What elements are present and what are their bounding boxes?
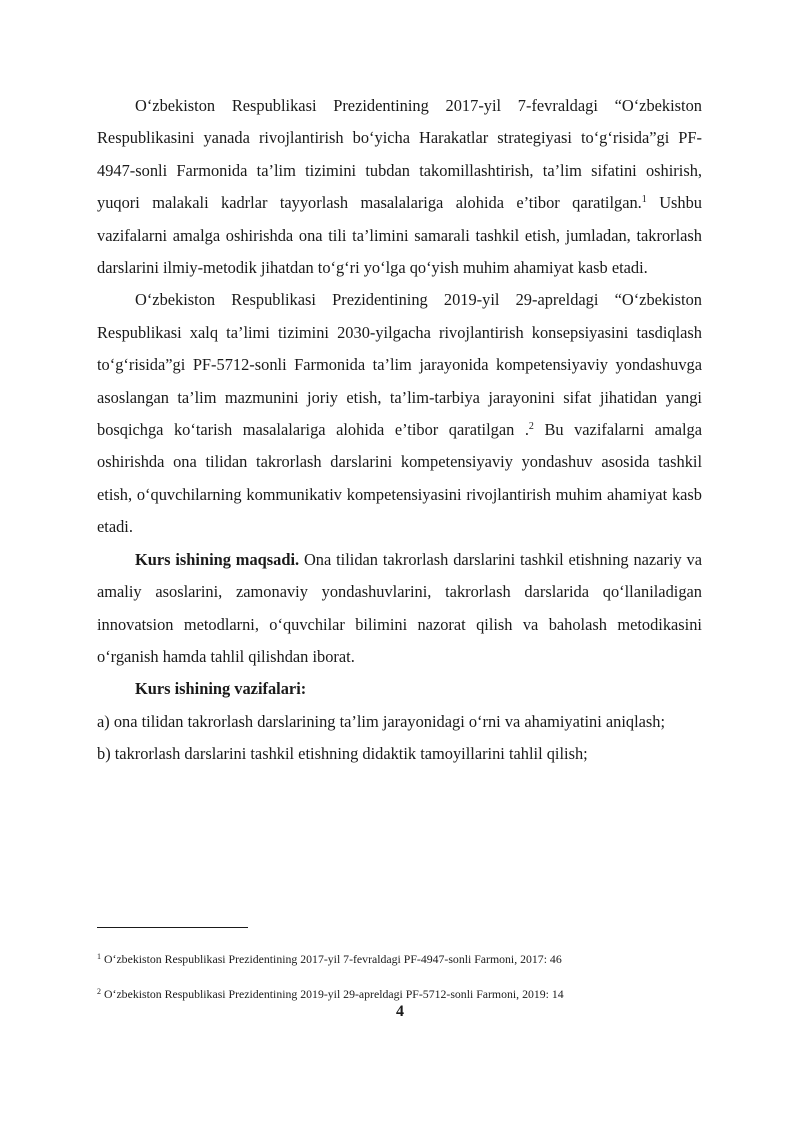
paragraph-tasks (97, 673, 702, 705)
goal-heading: Kurs ishining maqsadi. (135, 549, 300, 569)
footnote-2 (97, 986, 702, 1002)
paragraph-2 (97, 284, 702, 543)
paragraph-2-text-a: O‘zbekiston Respublikasi Prezidentining 2019-yil 29-apreldagi “O‘zbekiston Respublikasi xalq ta’limi tizimini 2030-yilgacha rivojlantirish konsepsiyasini tasdiqlash to‘g‘risida”gi PF-5712-sonli Farmonida ta’lim jarayonida kompetensiyaviy yondashuvga asoslangan ta’lim mazmunini joriy etish, ta’lim-tarbiya jarayonini sifat jihatidan yangi bosqichga ko‘tarish masalalariga alohida e’tibor qaratilgan . (97, 290, 702, 440)
goal-text: Ona tilidan takrorlash darslarini tashkil etishning nazariy va amaliy asoslarini, zamonaviy yondashuvlarini, takrorlash darslarida qo‘llaniladigan innovatsion metodlarni, o‘quvchilar bilimini nazorat qilish va baholash metodikasini o‘rganish hamda tahlil qilishdan iborat. (97, 549, 703, 666)
footnote-2-number: 2 (97, 987, 101, 996)
document-page (97, 90, 702, 771)
tasks-heading: Kurs ishining vazifalari: (135, 679, 307, 699)
paragraph-2-text-b: Bu vazifalarni amalga oshirishda ona tilidan takrorlash darslarini kompetensiyaviy yondashuv asosida tashkil etish, o‘quvchilarning kommunikativ kompetensiyasini rivojlantirish muhim ahamiyat kasb etadi. (97, 420, 702, 537)
footnote-2-text: O‘zbekiston Respublikasi Prezidentining 2019-yil 29-apreldagi PF-5712-sonli Farmoni, 2019: 14 (104, 987, 564, 1001)
footnote-1-number: 1 (97, 952, 101, 961)
paragraph-1-text-b: Ushbu vazifalarni amalga oshirishda ona tili ta’limini samarali tashkil etish, jumladan, takrorlash darslarini ilmiy-metodik jihatdan to‘g‘ri yo‘lga qo‘yish muhim ahamiyat kasb etadi. (97, 193, 702, 278)
list-item: a) ona tilidan takrorlash darslarining ta’lim jarayonidagi o‘rni va ahamiyatini aniqlash; (97, 711, 666, 731)
paragraph-goal (97, 544, 702, 674)
list-item: b) takrorlash darslarini tashkil etishning didaktik tamoyillarini tahlil qilish; (97, 744, 588, 764)
footnote-1-text: O‘zbekiston Respublikasi Prezidentining 2017-yil 7-fevraldagi PF-4947-sonli Farmoni, 2017: 46 (104, 952, 562, 966)
paragraph-1-text-a: O‘zbekiston Respublikasi Prezidentining 2017-yil 7-fevraldagi “O‘zbekiston Respublikasini yanada rivojlantirish bo‘yicha Harakatlar strategiyasi to‘g‘risida”gi PF-4947-sonli Farmonida ta’lim tizimini tubdan takomillashtirish, ta’lim sifatini oshirish, yuqori malakali kadrlar tayyorlash masalalariga alohida e’tibor qaratilgan. (97, 96, 702, 213)
footnote-1 (97, 951, 702, 967)
footnote-ref-2[interactable]: 2 (528, 421, 534, 433)
footnote-divider (97, 927, 248, 928)
page-number: 4 (396, 1003, 404, 1020)
footnote-ref-1[interactable]: 1 (641, 194, 647, 206)
paragraph-1 (97, 90, 702, 284)
